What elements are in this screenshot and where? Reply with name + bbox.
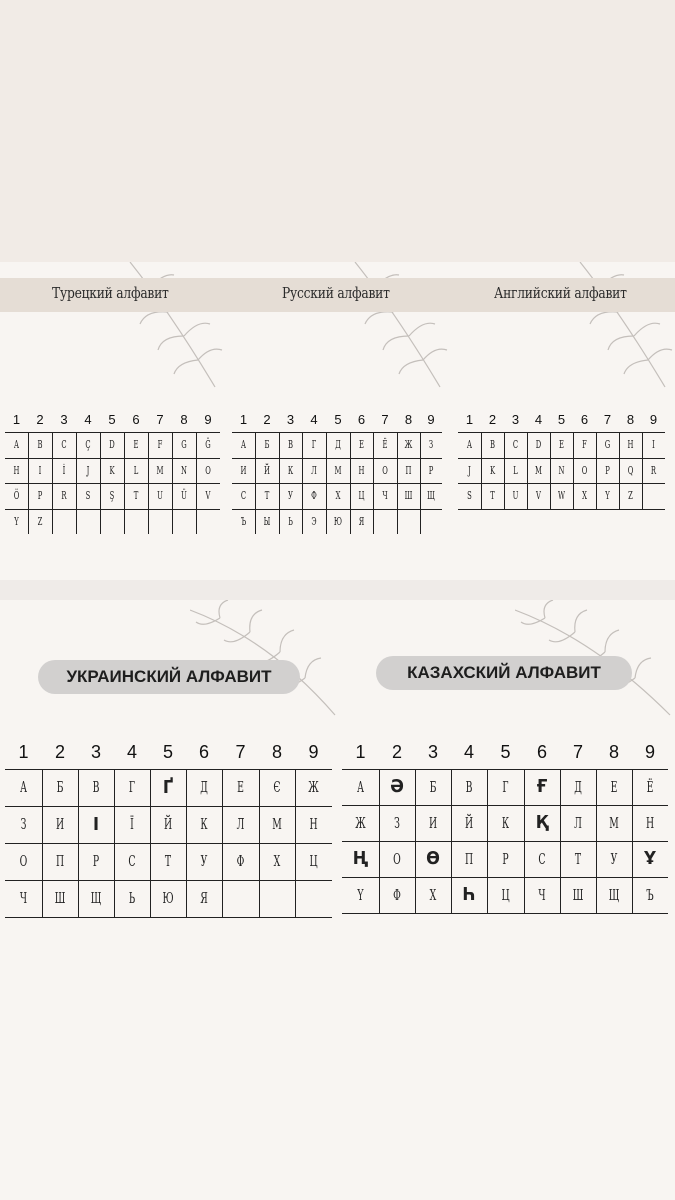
column-number: 7	[381, 412, 389, 427]
grid-line	[5, 843, 332, 844]
letter-cell: Б	[264, 438, 270, 451]
letter-cell: Л	[236, 815, 245, 833]
letter-cell: Г	[502, 778, 509, 796]
grid-line	[326, 432, 327, 534]
grid-line	[504, 432, 505, 509]
letter-cell: P	[37, 489, 43, 502]
letter-cell: О	[393, 850, 401, 868]
letter-cell: Q	[627, 463, 634, 477]
column-number: 8	[608, 742, 619, 762]
letter-cell: P	[605, 463, 610, 477]
letter-cell: U	[512, 489, 519, 502]
letter-cell: E	[133, 438, 139, 451]
letter-cell: K	[109, 463, 115, 477]
letter-cell: Ғ	[536, 776, 548, 797]
letter-cell: R	[650, 463, 657, 477]
letter-cell: İ	[62, 463, 66, 477]
grid-line	[259, 769, 260, 917]
grid-line	[172, 432, 173, 534]
grid-line	[114, 769, 115, 917]
grid-line	[232, 483, 442, 484]
letter-cell: V	[205, 489, 211, 502]
letter-cell: Ш	[572, 886, 584, 904]
column-number: 8	[626, 412, 635, 427]
letter-cell: C	[512, 438, 519, 451]
column-number: 7	[156, 412, 164, 427]
letter-cell: S	[85, 489, 91, 502]
letter-cell: С	[240, 489, 247, 502]
letter-cell: П	[405, 463, 412, 477]
grid-line	[379, 769, 380, 913]
letter-cell: Z	[628, 489, 633, 502]
column-number: 5	[334, 412, 342, 427]
column-number: 3	[90, 742, 101, 762]
letter-cell: X	[582, 489, 587, 502]
letter-cell: D	[109, 438, 115, 451]
letter-cell: В	[287, 438, 294, 451]
grid-line	[560, 769, 561, 913]
letter-cell: Ө	[426, 848, 440, 869]
column-number: 4	[463, 742, 474, 762]
letter-cell: Й	[464, 814, 474, 832]
letter-cell: У	[200, 852, 208, 870]
letter-cell: О	[382, 463, 388, 477]
grid-line	[524, 769, 525, 913]
letter-cell: Ү	[357, 886, 364, 904]
column-number: 8	[180, 412, 188, 427]
grid-line	[451, 769, 452, 913]
grid-line	[150, 769, 151, 917]
column-number: 2	[36, 412, 44, 427]
grid-line	[642, 432, 643, 509]
letter-cell: Қ	[535, 812, 549, 833]
column-number: 8	[271, 742, 282, 762]
letter-cell: Б	[56, 778, 64, 796]
grid-line	[527, 432, 528, 509]
column-number: 2	[54, 742, 65, 762]
grid-line	[373, 432, 374, 534]
letter-cell: Ф	[236, 852, 245, 870]
letter-cell: У	[610, 850, 618, 868]
letter-cell: Ұ	[644, 848, 656, 869]
letter-cell: Т	[264, 489, 270, 502]
letter-cell: Һ	[462, 884, 476, 905]
grid-line	[42, 769, 43, 917]
grid-line	[458, 458, 665, 459]
grid-line	[222, 769, 223, 917]
letter-cell: Й	[264, 463, 270, 477]
letter-cell: A	[467, 438, 472, 451]
letter-cell: O	[581, 463, 588, 477]
column-number: 2	[391, 742, 402, 762]
letter-cell: Ö	[13, 489, 20, 502]
letter-cell: Ç	[85, 438, 91, 451]
column-number: 5	[108, 412, 116, 427]
letter-cell: L	[513, 463, 518, 477]
letter-cell: G	[181, 438, 187, 451]
letter-cell: Ф	[393, 886, 401, 904]
letter-cell: I	[38, 463, 42, 477]
grid-line	[232, 458, 442, 459]
letter-cell: Г	[311, 438, 317, 451]
letter-cell: Х	[429, 886, 437, 904]
column-number: 3	[286, 412, 295, 427]
letter-cell: I	[652, 438, 655, 451]
column-number: 6	[536, 742, 547, 762]
letter-cell: Г	[128, 778, 136, 796]
grid-line	[76, 432, 77, 534]
grid-line	[232, 432, 442, 433]
grid-line	[458, 432, 665, 433]
letter-cell: N	[558, 463, 565, 477]
letter-cell: H	[13, 463, 20, 477]
grid-line	[342, 805, 668, 806]
letter-cell: А	[19, 778, 28, 796]
letter-cell: Т	[164, 852, 172, 870]
letter-cell: Н	[309, 815, 318, 833]
letter-cell: Є	[273, 778, 281, 796]
letter-cell: Ш	[54, 889, 66, 907]
column-number: 7	[235, 742, 246, 762]
letter-cell: Ц	[501, 886, 510, 904]
grid-line	[186, 769, 187, 917]
letter-cell: Ц	[309, 852, 318, 870]
column-number: 8	[404, 412, 413, 427]
panel-divider	[0, 580, 675, 600]
column-number: 1	[18, 742, 29, 762]
letter-cell: Ы	[263, 514, 271, 528]
column-number: 1	[465, 412, 474, 427]
grid-line	[342, 913, 668, 914]
column-number: 3	[427, 742, 438, 762]
grid-line	[619, 432, 620, 509]
letter-cell: Щ	[608, 886, 620, 904]
letter-cell: V	[536, 489, 541, 502]
grid-line	[596, 432, 597, 509]
column-number: 1	[355, 742, 366, 762]
grid-line	[78, 769, 79, 917]
letter-cell: L	[133, 463, 139, 477]
column-number: 5	[500, 742, 511, 762]
letter-cell: O	[205, 463, 211, 477]
letter-cell: Р	[428, 463, 434, 477]
grid-line	[481, 432, 482, 509]
letter-cell: Л	[574, 814, 582, 832]
letter-cell: Й	[163, 815, 173, 833]
letter-cell: Ж	[308, 778, 319, 796]
grid-line	[397, 432, 398, 534]
letter-cell: С	[538, 850, 546, 868]
column-number: 3	[60, 412, 68, 427]
letter-cell: A	[14, 438, 19, 451]
letter-cell: B	[489, 438, 496, 451]
letter-cell: Н	[358, 463, 365, 477]
grid-line	[52, 432, 53, 534]
letter-cell: Т	[574, 850, 582, 868]
kazakh-title: КАЗАХСКИЙ АЛФАВИТ	[376, 656, 632, 690]
column-number: 9	[308, 742, 319, 762]
russian-title: Русский алфавит	[282, 284, 390, 302]
letter-cell: R	[61, 489, 67, 502]
letter-cell: К	[200, 815, 208, 833]
letter-cell: Р	[502, 850, 509, 868]
letter-cell: Р	[92, 852, 100, 870]
letter-cell: В	[92, 778, 100, 796]
column-number: 4	[126, 742, 137, 762]
letter-cell: О	[19, 852, 28, 870]
letter-cell: П	[464, 850, 474, 868]
letter-cell: З	[428, 438, 434, 451]
column-number: 9	[649, 412, 658, 427]
letter-cell: У	[288, 489, 293, 502]
letter-cell: Ё	[646, 778, 654, 796]
letter-cell: K	[489, 463, 496, 477]
letter-cell: Я	[358, 514, 365, 528]
letter-cell: J	[86, 463, 90, 477]
column-number: 4	[310, 412, 318, 427]
letter-cell: Э	[311, 514, 317, 528]
letter-cell: Y	[605, 489, 610, 502]
column-number: 3	[511, 412, 520, 427]
grid-line	[232, 509, 442, 510]
grid-line	[487, 769, 488, 913]
grid-line	[295, 769, 296, 917]
letter-cell: Ц	[358, 489, 365, 502]
grid-line	[255, 432, 256, 534]
column-number: 9	[204, 412, 212, 427]
letter-cell: М	[272, 815, 282, 833]
letter-cell: З	[394, 814, 400, 832]
letter-cell: Ә	[390, 776, 404, 797]
letter-cell: Ї	[130, 815, 134, 833]
grid-line	[279, 432, 280, 534]
letter-cell: А	[240, 438, 247, 451]
letter-cell: Ч	[19, 889, 28, 907]
top-blank-area	[0, 0, 675, 262]
letter-cell: F	[582, 438, 587, 451]
letter-cell: Ъ	[646, 886, 654, 904]
grid-line	[342, 769, 668, 770]
letter-cell: C	[61, 438, 67, 451]
column-number: 2	[263, 412, 271, 427]
letter-cell: И	[240, 463, 247, 477]
letter-cell: Х	[273, 852, 281, 870]
letter-cell: F	[157, 438, 163, 451]
letter-cell: Х	[335, 489, 341, 502]
grid-line	[5, 880, 332, 881]
letter-cell: D	[535, 438, 542, 451]
grid-line	[5, 432, 220, 433]
letter-cell: Ґ	[162, 777, 174, 798]
letter-cell: G	[604, 438, 611, 451]
letter-cell: Z	[37, 514, 43, 528]
ukrainian-title: УКРАИНСКИЙ АЛФАВИТ	[38, 660, 300, 694]
letter-cell: Ж	[355, 814, 366, 832]
column-number: 5	[162, 742, 173, 762]
grid-line	[550, 432, 551, 509]
letter-cell: Д	[574, 778, 582, 796]
column-number: 4	[84, 412, 92, 427]
column-number: 2	[488, 412, 497, 427]
letter-cell: Щ	[427, 489, 435, 502]
letter-cell: Ш	[404, 489, 413, 502]
letter-cell: К	[287, 463, 294, 477]
grid-line	[458, 509, 665, 510]
grid-line	[5, 483, 220, 484]
column-number: 5	[557, 412, 566, 427]
letter-cell: Е	[237, 778, 244, 796]
column-number: 1	[12, 412, 21, 427]
grid-line	[342, 877, 668, 878]
letter-cell: J	[468, 463, 471, 477]
letter-cell: І	[92, 814, 100, 835]
grid-line	[196, 432, 197, 534]
column-number: 9	[427, 412, 435, 427]
letter-cell: B	[37, 438, 43, 451]
letter-cell: Ь	[288, 514, 293, 528]
letter-cell: N	[181, 463, 187, 477]
letter-cell: Ю	[333, 514, 343, 528]
letter-cell: И	[55, 815, 65, 833]
letter-cell: W	[557, 489, 566, 502]
column-number: 6	[198, 742, 209, 762]
grid-line	[148, 432, 149, 534]
column-number: 7	[572, 742, 583, 762]
letter-cell: Ъ	[240, 514, 247, 528]
column-number: 1	[239, 412, 248, 427]
letter-cell: Ю	[162, 889, 174, 907]
letter-cell: М	[609, 814, 619, 832]
letter-cell: H	[627, 438, 634, 451]
letter-cell: Y	[14, 514, 19, 528]
letter-cell: Е	[610, 778, 618, 796]
letter-cell: П	[55, 852, 65, 870]
letter-cell: А	[356, 778, 365, 796]
column-number: 4	[534, 412, 543, 427]
grid-line	[302, 432, 303, 534]
grid-line	[124, 432, 125, 534]
grid-line	[415, 769, 416, 913]
turkish-title: Турецкий алфавит	[52, 284, 169, 302]
grid-line	[5, 769, 332, 770]
letter-cell: M	[156, 463, 164, 477]
letter-cell: S	[467, 489, 472, 502]
letter-cell: Ь	[128, 889, 136, 907]
grid-line	[5, 917, 332, 918]
grid-line	[632, 769, 633, 913]
letter-cell: Я	[200, 889, 208, 907]
letter-cell: В	[465, 778, 473, 796]
letter-cell: Л	[311, 463, 317, 477]
letter-cell: З	[20, 815, 27, 833]
grid-line	[420, 432, 421, 534]
grid-line	[5, 806, 332, 807]
letter-cell: E	[559, 438, 564, 451]
grid-line	[5, 509, 220, 510]
grid-line	[28, 432, 29, 534]
letter-cell: М	[334, 463, 342, 477]
column-number: 6	[132, 412, 140, 427]
letter-cell: Ч	[538, 886, 546, 904]
grid-line	[350, 432, 351, 534]
letter-cell: Ş	[109, 489, 115, 502]
letter-cell: T	[133, 489, 139, 502]
letter-cell: К	[501, 814, 510, 832]
letter-cell: Б	[429, 778, 437, 796]
letter-cell: Ф	[311, 489, 317, 502]
letter-cell: И	[428, 814, 438, 832]
letter-cell: Е	[359, 438, 364, 451]
grid-line	[100, 432, 101, 534]
letter-cell: Ğ	[205, 438, 211, 451]
column-number: 6	[357, 412, 366, 427]
grid-line	[573, 432, 574, 509]
letter-cell: Ч	[382, 489, 388, 502]
letter-cell: Ң	[352, 848, 369, 869]
letter-cell: Д	[335, 438, 341, 451]
grid-line	[596, 769, 597, 913]
column-number: 7	[603, 412, 612, 427]
grid-line	[342, 841, 668, 842]
letter-cell: Щ	[90, 889, 102, 907]
letter-cell: С	[128, 852, 136, 870]
grid-line	[458, 483, 665, 484]
letter-cell: Ж	[404, 438, 413, 451]
column-number: 9	[644, 742, 655, 762]
letter-cell: Д	[200, 778, 208, 796]
grid-line	[5, 458, 220, 459]
letter-cell: M	[535, 463, 542, 477]
column-number: 6	[580, 412, 589, 427]
letter-cell: Ё	[382, 438, 388, 451]
letter-cell: Н	[645, 814, 655, 832]
english-title: Английский алфавит	[494, 284, 627, 302]
letter-cell: T	[490, 489, 495, 502]
letter-cell: Ü	[181, 489, 187, 502]
letter-cell: U	[157, 489, 163, 502]
